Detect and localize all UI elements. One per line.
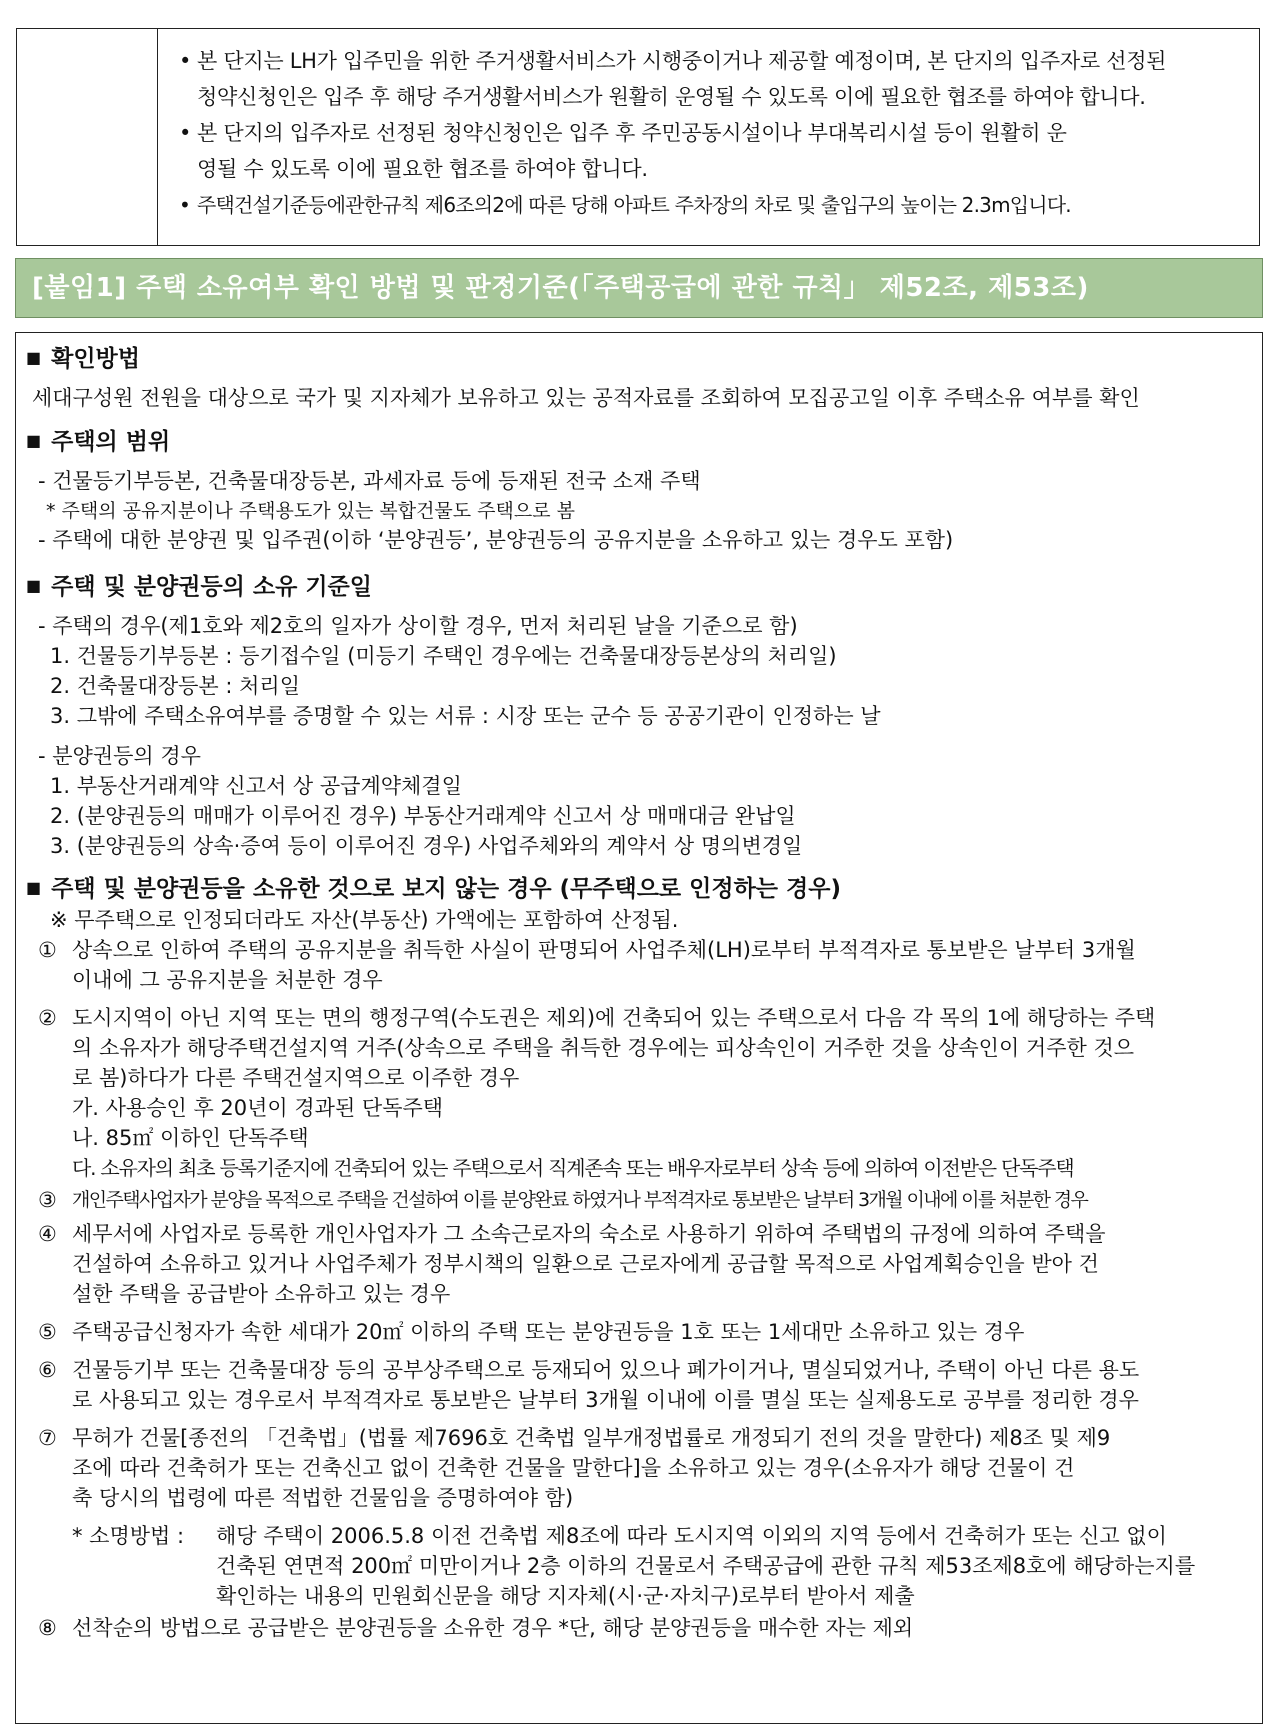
exception-number: ④ xyxy=(38,1222,57,1246)
notice-label-column xyxy=(17,29,158,245)
exception-text: 무허가 건물[종전의 「건축법」(법률 제7696호 건축법 일부개정법률로 개정되기 전의 것을 말한다) 제8조 및 제9 xyxy=(72,1426,1111,1450)
exception-text: 조에 따라 건축허가 또는 건축신고 없이 건축한 건물을 말한다]을 소유하고 있는 경우(소유자가 해당 건물이 건 xyxy=(72,1456,1075,1480)
exception-text: 세무서에 사업자로 등록한 개인사업자가 그 소속근로자의 숙소로 사용하기 위하여 주택법의 규정에 의하여 주택을 xyxy=(72,1222,1106,1246)
square-bullet-icon: ■ xyxy=(26,431,42,450)
exception-text: 의 소유자가 해당주택건설지역 거주(상속으로 주택을 취득한 경우에는 피상속인이 거주한 것을 상속인이 거주한 것으 xyxy=(72,1036,1135,1060)
exception-subitem: 가. 사용승인 후 20년이 경과된 단독주택 xyxy=(72,1096,444,1120)
exception-number: ⑦ xyxy=(38,1426,57,1450)
exception-number: ② xyxy=(38,1006,57,1030)
exception-text: 로 사용되고 있는 경우로서 부적격자로 통보받은 날부터 3개월 이내에 이를 멸실 또는 실제용도로 공부를 정리한 경우 xyxy=(72,1388,1139,1412)
square-bullet-icon: ■ xyxy=(26,878,42,897)
scope-line: - 건물등기부등본, 건축물대장등본, 과세자료 등에 등재된 전국 소재 주택 xyxy=(38,469,701,493)
exception-number: ⑧ xyxy=(38,1616,57,1640)
exceptions-note: ※ 무주택으로 인정되더라도 자산(부동산) 가액에는 포함하여 산정됨. xyxy=(50,908,679,932)
exception-text: 건물등기부 또는 건축물대장 등의 공부상주택으로 등재되어 있으나 폐가이거나, 멸실되었거나, 주택이 아닌 다른 용도 xyxy=(72,1358,1140,1382)
basis-house-item: 3. 그밖에 주택소유여부를 증명할 수 있는 서류 : 시장 또는 군수 등 공공기관이 인정하는 날 xyxy=(50,704,881,728)
heading-scope: ■ 주택의 범위 xyxy=(26,429,171,455)
exception-text: 주택공급신청자가 속한 세대가 20㎡ 이하의 주택 또는 분양권등을 1호 또는 1세대만 소유하고 있는 경우 xyxy=(72,1320,1025,1344)
exception-text: 설한 주택을 공급받아 소유하고 있는 경우 xyxy=(72,1282,451,1306)
basis-right-item: 3. (분양권등의 상속·증여 등이 이루어진 경우) 사업주체와의 계약서 상 명의변경일 xyxy=(50,834,803,858)
square-bullet-icon: ■ xyxy=(26,576,42,595)
exception-subitem: 다. 소유자의 최초 등록기준지에 건축되어 있는 주택으로서 직계존속 또는 배우자로부터 상속 등에 의하여 이전받은 단독주택 xyxy=(72,1156,1074,1180)
section-title: [붙임1] 주택 소유여부 확인 방법 및 판정기준(「주택공급에 관한 규칙」 제52조, 제53조) xyxy=(15,258,1263,318)
exception-number: ③ xyxy=(38,1188,57,1212)
exception-text: 축 당시의 법령에 따른 적법한 건물임을 증명하여야 함) xyxy=(72,1486,574,1510)
main-content-box xyxy=(15,332,1263,1724)
method-text: 세대구성원 전원을 대상으로 국가 및 지자체가 보유하고 있는 공적자료를 조회하여 모집공고일 이후 주택소유 여부를 확인 xyxy=(32,386,1140,410)
basis-house-item: 1. 건물등기부등본 : 등기접수일 (미등기 주택인 경우에는 건축물대장등본상의 처리일) xyxy=(50,644,837,668)
exception-text: 선착순의 방법으로 공급받은 분양권등을 소유한 경우 *단, 해당 분양권등을 매수한 자는 제외 xyxy=(72,1616,914,1640)
notice-item: • 본 단지의 입주자로 선정된 청약신청인은 입주 후 주민공동시설이나 부대복리시설 등이 원활히 운 영될 수 있도록 이에 필요한 협조를 하여야 합니다. xyxy=(167,115,1249,187)
heading-exceptions: ■ 주택 및 분양권등을 소유한 것으로 보지 않는 경우 (무주택으로 인정하는 경우) xyxy=(26,876,841,902)
basis-house-item: 2. 건축물대장등본 : 처리일 xyxy=(50,674,300,698)
notice-item: • 주택건설기준등에관한규칙 제6조의2에 따른 당해 아파트 주차장의 차로 및 출입구의 높이는 2.3m입니다. xyxy=(167,187,1249,223)
exception-subitem: 나. 85㎡ 이하인 단독주택 xyxy=(72,1126,309,1150)
basis-right-intro: - 분양권등의 경우 xyxy=(38,744,201,768)
exception-text: 로 봄)하다가 다른 주택건설지역으로 이주한 경우 xyxy=(72,1066,520,1090)
exception-number: ⑤ xyxy=(38,1320,57,1344)
proof-label: * 소명방법 : xyxy=(72,1524,185,1548)
top-notice-box xyxy=(16,28,1260,246)
exception-text: 도시지역이 아닌 지역 또는 면의 행정구역(수도권은 제외)에 건축되어 있는 주택으로서 다음 각 목의 1에 해당하는 주택 xyxy=(72,1006,1156,1030)
basis-house-intro: - 주택의 경우(제1호와 제2호의 일자가 상이할 경우, 먼저 처리된 날을 기준으로 함) xyxy=(38,614,798,638)
proof-text: 해당 주택이 2006.5.8 이전 건축법 제8조에 따라 도시지역 이외의 지역 등에서 건축허가 또는 신고 없이 xyxy=(216,1524,1167,1548)
basis-right-item: 2. (분양권등의 매매가 이루어진 경우) 부동산거래계약 신고서 상 매매대금 완납일 xyxy=(50,804,796,828)
exception-number: ⑥ xyxy=(38,1358,57,1382)
proof-text: 확인하는 내용의 민원회신문을 해당 지자체(시·군·자치구)로부터 받아서 제출 xyxy=(216,1584,915,1608)
exception-text: 건설하여 소유하고 있거나 사업주체가 정부시책의 일환으로 근로자에게 공급할 목적으로 사업계획승인을 받아 건 xyxy=(72,1252,1099,1276)
bullet-icon: • xyxy=(179,49,192,73)
bullet-icon: • xyxy=(179,121,192,145)
exception-text: 개인주택사업자가 분양을 목적으로 주택을 건설하여 이를 분양완료 하였거나 부적격자로 통보받은 날부터 3개월 이내에 이를 처분한 경우 xyxy=(72,1189,1088,1211)
exception-number: ① xyxy=(38,938,57,962)
notice-content xyxy=(167,43,1249,223)
heading-method: ■ 확인방법 xyxy=(26,346,140,372)
scope-line: - 주택에 대한 분양권 및 입주권(이하 ‘분양권등’, 분양권등의 공유지분을 소유하고 있는 경우도 포함) xyxy=(38,528,954,552)
bullet-icon: • xyxy=(179,193,190,217)
scope-note: * 주택의 공유지분이나 주택용도가 있는 복합건물도 주택으로 봄 xyxy=(46,500,575,522)
heading-basis: ■ 주택 및 분양권등의 소유 기준일 xyxy=(26,574,372,600)
square-bullet-icon: ■ xyxy=(26,348,42,367)
exception-text: 이내에 그 공유지분을 처분한 경우 xyxy=(72,968,383,992)
basis-right-item: 1. 부동산거래계약 신고서 상 공급계약체결일 xyxy=(50,774,462,798)
exception-text: 상속으로 인하여 주택의 공유지분을 취득한 사실이 판명되어 사업주체(LH)로부터 부적격자로 통보받은 날부터 3개월 xyxy=(72,938,1136,962)
notice-item: • 본 단지는 LH가 입주민을 위한 주거생활서비스가 시행중이거나 제공할 예정이며, 본 단지의 입주자로 선정된 청약신청인은 입주 후 해당 주거생활서비스가 원활히 운영될 수 있도록 이에 필요한 협조를 하여야 합니다. xyxy=(167,43,1249,115)
proof-text: 건축된 연면적 200㎡ 미만이거나 2층 이하의 건물로서 주택공급에 관한 규칙 제53조제8호에 해당하는지를 xyxy=(216,1554,1196,1578)
